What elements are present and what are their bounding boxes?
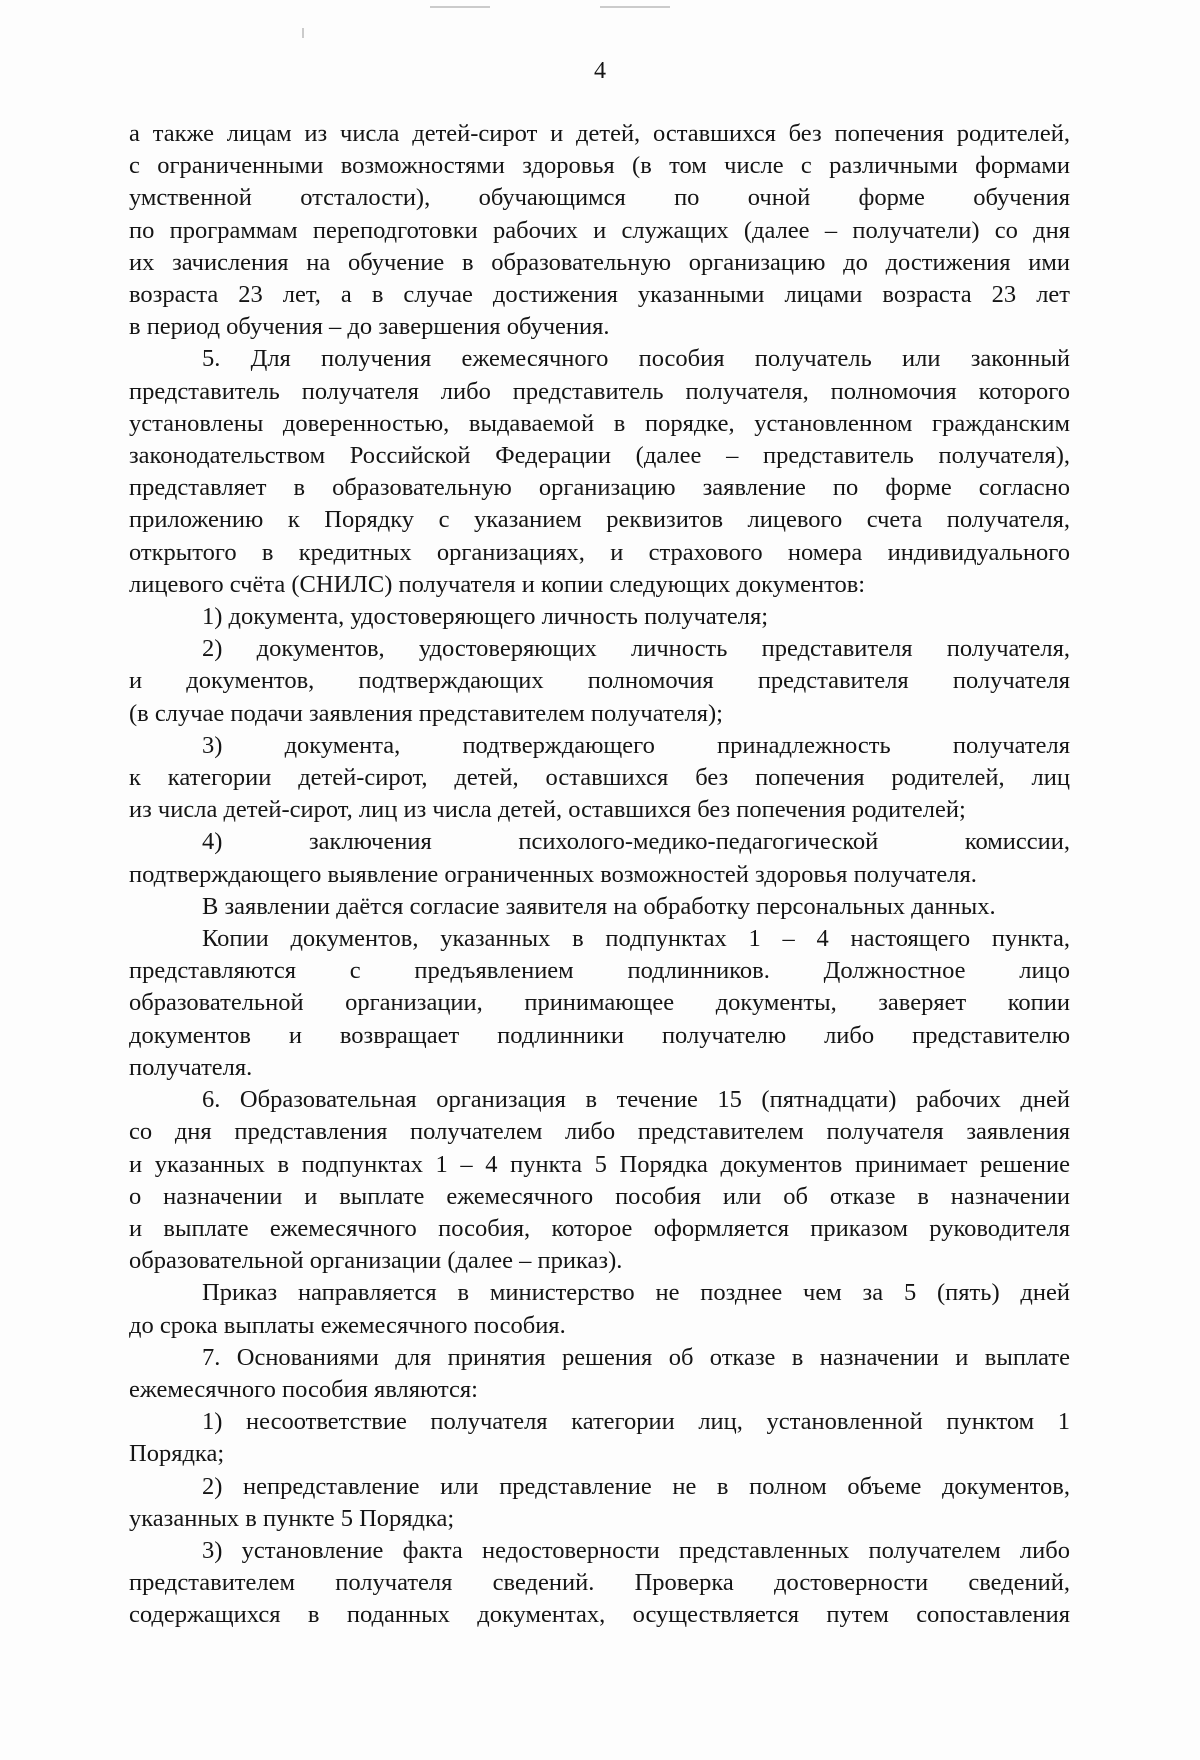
text-line: представляет в образовательную организацию заявление по форме согласно [129, 474, 1070, 502]
text-line: и указанных в подпунктах 1 – 4 пункта 5 Порядка документов принимает решение [129, 1150, 1070, 1178]
text-line: Порядка; [129, 1440, 225, 1468]
text-line: умственной отсталости), обучающимся по очной форме обучения [129, 184, 1070, 212]
text-line: к категории детей-сирот, детей, оставшихся без попечения родителей, лиц [129, 764, 1070, 792]
text-line: открытого в кредитных организациях, и страхового номера индивидуального [129, 538, 1070, 566]
text-line: законодательством Российской Федерации (далее – представитель получателя), [129, 442, 1070, 470]
text-line: со дня представления получателем либо представителем получателя заявления [129, 1118, 1070, 1146]
text-line: 5. Для получения ежемесячного пособия получатель или законный [202, 345, 1070, 373]
text-line: возраста 23 лет, а в случае достижения указанными лицами возраста 23 лет [129, 281, 1070, 309]
text-line: лицевого счёта (СНИЛС) получателя и копии следующих документов: [129, 570, 866, 598]
text-line: 4) заключения психолого-медико-педагогической комиссии, [202, 828, 1070, 856]
text-line: и документов, подтверждающих полномочия представителя получателя [129, 667, 1070, 695]
text-line: 3) установление факта недостоверности представленных получателем либо [202, 1536, 1070, 1564]
text-line: 2) непредставление или представление не в полном объеме документов, [202, 1472, 1070, 1500]
text-line: В заявлении даётся согласие заявителя на обработку персональных данных. [202, 892, 996, 920]
text-line: а также лицам из числа детей-сирот и детей, оставшихся без попечения родителей, [129, 120, 1070, 147]
page-number: 4 [594, 58, 606, 84]
text-line: приложению к Порядку с указанием реквизитов лицевого счета получателя, [129, 506, 1070, 534]
text-line: до срока выплаты ежемесячного пособия. [129, 1311, 566, 1339]
text-line: по программам переподготовки рабочих и служащих (далее – получатели) со дня [129, 216, 1070, 244]
text-line: и выплате ежемесячного пособия, которое оформляется приказом руководителя [129, 1214, 1070, 1242]
text-line: представитель получателя либо представитель получателя, полномочия которого [129, 377, 1070, 405]
text-line: документов и возвращает подлинники получателю либо представителю [129, 1021, 1070, 1049]
text-line: 2) документов, удостоверяющих личность представителя получателя, [202, 635, 1070, 663]
text-line: 6. Образовательная организация в течение 15 (пятнадцати) рабочих дней [202, 1086, 1070, 1114]
scan-speck [430, 6, 490, 8]
text-line: 1) несоответствие получателя категории лиц, установленной пунктом 1 [202, 1408, 1070, 1436]
text-line: получателя. [129, 1053, 253, 1081]
text-line: содержащихся в поданных документах, осуществляется путем сопоставления [129, 1601, 1070, 1629]
text-line: ежемесячного пособия являются: [129, 1375, 478, 1403]
text-line: в период обучения – до завершения обучения. [129, 313, 610, 341]
text-line: из числа детей-сирот, лиц из числа детей, оставшихся без попечения родителей; [129, 796, 966, 824]
text-line: Приказ направляется в министерство не позднее чем за 5 (пять) дней [202, 1279, 1070, 1307]
scan-speck [302, 28, 304, 38]
text-line: Копии документов, указанных в подпунктах 1 – 4 настоящего пункта, [202, 925, 1070, 953]
text-line: 1) документа, удостоверяющего личность получателя; [202, 603, 769, 631]
text-line: установлены доверенностью, выдаваемой в порядке, установленном гражданским [129, 409, 1070, 437]
text-line: представляются с предъявлением подлинников. Должностное лицо [129, 957, 1070, 985]
scan-speck [600, 6, 670, 8]
document-body [129, 118, 1070, 1632]
text-line: о назначении и выплате ежемесячного пособия или об отказе в назначении [129, 1182, 1070, 1210]
text-line: представителем получателя сведений. Проверка достоверности сведений, [129, 1569, 1070, 1597]
text-line: их зачисления на обучение в образовательную организацию до достижения ими [129, 248, 1070, 276]
text-line: (в случае подачи заявления представителем получателя); [129, 699, 723, 727]
text-line: 3) документа, подтверждающего принадлежность получателя [202, 731, 1070, 759]
text-line: указанных в пункте 5 Порядка; [129, 1504, 455, 1532]
text-line: с ограниченными возможностями здоровья (в том числе с различными формами [129, 152, 1070, 180]
text-line: подтверждающего выявление ограниченных возможностей здоровья получателя. [129, 860, 977, 888]
text-line: образовательной организации (далее – приказ). [129, 1247, 623, 1275]
text-line: образовательной организации, принимающее документы, заверяет копии [129, 989, 1070, 1017]
text-line: 7. Основаниями для принятия решения об отказе в назначении и выплате [202, 1343, 1070, 1371]
